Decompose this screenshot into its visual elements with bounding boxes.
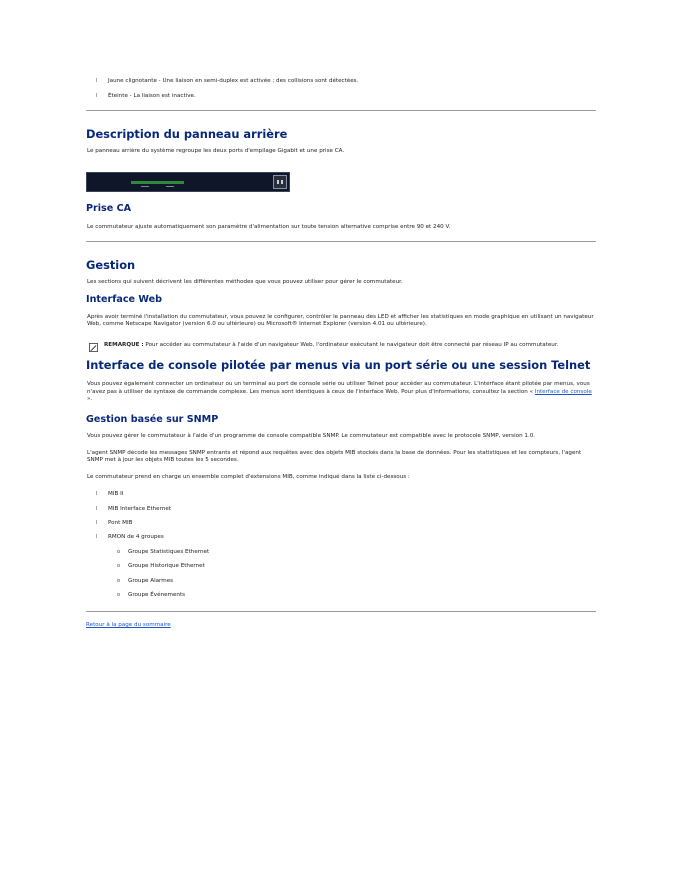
web-interface-text: Après avoir terminé l'installation du commutateur, vous pouvez le configurer, contrôler le panneau des LED et afficher les statistiques en mode graphique en utilisant un navigateur Web, comme Netscape Navigator (version 6.0 ou ultérieure) ou Microsoft® Internet Explorer (version 4.01 ou ultérieure). <box>87 314 594 328</box>
section-divider <box>86 241 596 242</box>
ac-plug-text: Le commutateur ajuste automatiquement son paramètre d'alimentation sur toute tension alternative comprise entre 90 et 240 V. <box>87 224 451 231</box>
list-item: l MIB II <box>96 491 124 498</box>
section-title-rear-panel: Description du panneau arrière <box>86 126 288 141</box>
list-item: l Pont MIB <box>96 519 133 526</box>
note-text: Pour accéder au commutateur à l'aide d'un navigateur Web, l'ordinateur exécutant le navigateur doit être connecté par réseau IP au commutateur. <box>145 341 559 348</box>
back-to-contents-link[interactable]: Retour à la page du sommaire <box>86 622 171 629</box>
stacking-port-1 <box>131 181 159 184</box>
snmp-text-3: Le commutateur prend en charge un ensemble complet d'extensions MIB, comme indiqué dans la liste ci-dessous : <box>87 473 410 480</box>
port-label-mark <box>166 186 174 187</box>
back-link-line <box>86 622 596 629</box>
stacking-port-2 <box>156 181 184 184</box>
section-title-web-interface: Interface Web <box>86 294 163 306</box>
section-title-management: Gestion <box>86 257 136 272</box>
console-interface-link[interactable]: Interface de console <box>534 388 592 395</box>
list-item: o Groupe Historique Ethernet <box>117 563 205 570</box>
list-item: o Groupe Événements <box>117 591 186 598</box>
section-title-ac-plug: Prise CA <box>86 203 132 215</box>
note-box <box>86 342 596 349</box>
list-item: l Jaune clignotante - Une liaison en semi-duplex est activée ; des collisions sont détectées. <box>96 78 359 84</box>
mib-list <box>86 491 596 542</box>
console-interface-text: Vous pouvez également connecter un ordinateur ou un terminal au port de console série ou utiliser Telnet pour accéder au commutateur. L'interface étant pilotée par menus, vous n'avez pas à utiliser de syntaxe de commande complexe. Les menus sont identiques à ceux de l'interface Web. Pour plus d'informations, consultez la section « Interface de console ». <box>87 381 592 403</box>
snmp-text-1: Vous pouvez gérer le commutateur à l'aide d'un programme de console compatible SNMP. Le commutateur est compatible avec le protocole SNMP, version 1.0. <box>87 433 536 440</box>
section-title-snmp: Gestion basée sur SNMP <box>86 414 219 426</box>
port-label-mark <box>141 186 149 187</box>
rear-panel-text: Le panneau arrière du système regroupe les deux ports d'empilage Gigabit et une prise CA. <box>87 147 345 154</box>
section-divider <box>86 110 596 111</box>
list-item: l MIB Interface Ethernet <box>96 505 172 512</box>
document-page <box>86 78 596 630</box>
section-title-console-interface: Interface de console pilotée par menus via un port série ou une session Telnet <box>86 358 591 373</box>
section-divider <box>86 611 596 612</box>
bullet-marker: l <box>96 93 98 100</box>
snmp-text-2: L'agent SNMP décode les messages SNMP entrants et répond aux requêtes avec des objets MIB stockés dans la base de données. Pour les statistiques et les compteurs, l'agent SNMP met à jour les objets MIB toutes les 5 secondes. <box>87 449 582 464</box>
led-status-list <box>86 78 596 101</box>
list-item: o Groupe Alarmes <box>117 577 174 584</box>
note-label: REMARQUE : <box>104 341 144 348</box>
list-item: l RMON de 4 groupes <box>96 534 164 541</box>
bullet-marker: l <box>96 78 98 84</box>
rmon-group-list <box>86 549 596 600</box>
rear-panel-image <box>86 172 290 192</box>
note-pencil-icon <box>89 343 98 352</box>
list-item: o Groupe Statistiques Ethernet <box>117 548 210 555</box>
list-item: l Éteinte - La liaison est inactive. <box>96 93 196 100</box>
management-text: Les sections qui suivent décrivent les différentes méthodes que vous pouvez utiliser pour gérer le commutateur. <box>87 278 403 285</box>
ac-socket-icon <box>273 175 287 189</box>
